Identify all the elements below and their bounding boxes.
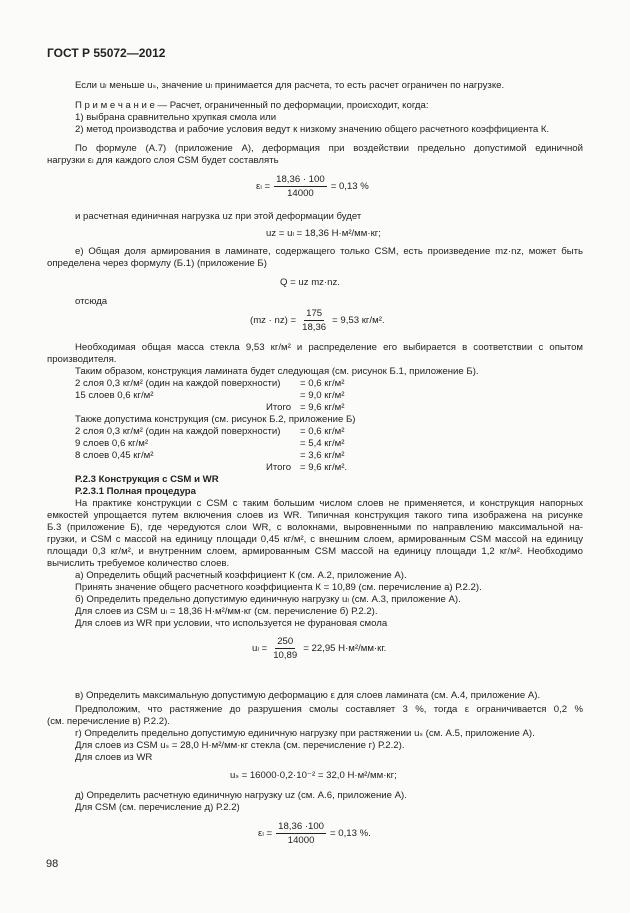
construction2-row: 9 слоев 0,6 кг/м² (75, 438, 149, 449)
text-line: Если uₗ меньше uₛ, значение uₗ принимается для расчета, то есть расчет ограничен по нагрузке. (75, 80, 505, 91)
text-line: б) Определить предельно допустимую единичную нагрузку uₗ (см. А.3, приложение А). (75, 594, 461, 605)
construction1-row: 15 слоев 0,6 кг/м² (75, 390, 154, 401)
eq4-numerator: 175 (306, 308, 323, 319)
note-item: 1) выбрана сравнительно хрупкая смола или (75, 112, 277, 123)
equation-3: Q = uᴢ mᴢ·nᴢ. (280, 277, 340, 288)
paragraph-line: Б.3 (приложение Б), где чередуются слои WR, с волокнами, выровненными по направлению максимальной на- (47, 522, 583, 533)
eq5-rhs: = 22,95 Н·м²/мм·кг. (303, 642, 387, 654)
text-line: нагрузки εₗ для каждого слоя CSM будет составлять (47, 155, 279, 166)
note-line: П р и м е ч а н и е — Расчет, ограниченный по деформации, происходит, когда: (75, 100, 429, 111)
paragraph-line: грузки, и CSM с массой на единицу площади 0,45 кг/м², с внешним слоем, армированным CSM массой на единицу (47, 534, 583, 545)
text-line: д) Определить расчетную единичную нагрузку uᴢ (см. А.6, приложение А). (75, 790, 407, 801)
text-line: Принять значение общего расчетного коэффициента К = 10,89 (см. перечисление а) Р.2.2). (75, 582, 482, 593)
eq4-fraction (300, 308, 328, 333)
equation-5 (252, 636, 386, 661)
eq7-rhs: = 0,13 %. (330, 827, 371, 839)
text-line: Также допустима конструкция (см. рисунок Б.2, приложение Б) (75, 414, 356, 425)
construction1-row: 2 слоя 0,3 кг/м² (один на каждой поверхности) (75, 378, 281, 389)
construction1-value: = 0,6 кг/м² (300, 378, 345, 389)
construction2-row: 2 слоя 0,3 кг/м² (один на каждой поверхности) (75, 426, 281, 437)
eq1-lhs: εₗ = (256, 180, 271, 192)
construction1-total-value: = 9,6 кг/м² (300, 402, 345, 413)
construction2-value: = 0,6 кг/м² (300, 426, 345, 437)
text-line: е) Общая доля армирования в ламинате, содержащего только CSM, есть произведение mᴢ·nᴢ, может быть (75, 246, 583, 257)
construction2-total-value: = 9,6 кг/м². (300, 462, 348, 473)
text-line: а) Определить общий расчетный коэффициент К (см. А.2, приложение А). (75, 570, 407, 581)
eq7-fraction (276, 821, 326, 846)
paragraph-line: вычислить требуемое количество слоев. (47, 558, 230, 569)
text-line: Для слоев из CSM uₗ = 18,36 Н·м²/мм·кг (см. перечисление б) Р.2.2). (75, 606, 378, 617)
equation-6: uₛ = 16000·0,2·10⁻² = 32,0 Н·м²/мм·кг; (230, 770, 397, 781)
text-line: в) Определить максимальную допустимую деформацию ε для слоев ламината (см. А.4, приложение А). (75, 690, 541, 701)
text-line: Для слоев из WR при условии, что используется не фурановая смола (75, 618, 388, 629)
eq5-denominator: 10,89 (273, 650, 298, 661)
construction2-value: = 5,4 кг/м² (300, 438, 345, 449)
eq4-lhs: (mᴢ · nᴢ) = (250, 314, 297, 326)
text-line: Для CSM (см. перечисление д) Р.2.2) (75, 802, 240, 813)
equation-4 (250, 308, 385, 333)
text-line: производителя. (47, 354, 117, 365)
equation-7 (258, 821, 371, 846)
eq1-denominator: 14000 (287, 188, 314, 199)
text-line: (см. перечисление в) Р.2.2). (47, 716, 170, 727)
text-line: Предположим, что растяжение до разрушения смолы составляет 3 %, тогда ε ограничивается 0,2 % (75, 704, 583, 715)
paragraph-line: На практике конструкции с CSM с таким большим числом слоев не применяется, и конструкция напорных (75, 498, 583, 509)
equation-2: uᴢ = uₗ = 18,36 Н·м²/мм·кг; (266, 228, 381, 239)
eq1-fraction (274, 174, 327, 199)
eq7-numerator: 18,36 ·100 (278, 821, 325, 832)
note-item: 2) метод производства и рабочие условия ведут к низкому значению общего расчетного коэффициента К. (75, 124, 550, 135)
text-line: Необходимая общая масса стекла 9,53 кг/м² и распределение его выбирается в соответствии с опытом (75, 342, 583, 353)
eq5-lhs: uₗ = (252, 642, 268, 654)
construction2-total-label: Итого (266, 462, 292, 473)
text-line: отсюда (75, 296, 108, 307)
construction2-row: 8 слоев 0,45 кг/м² (75, 450, 154, 461)
eq5-fraction (271, 636, 299, 661)
eq7-denominator: 14000 (287, 835, 315, 846)
equation-1 (256, 174, 369, 199)
document-header: ГОСТ Р 55072—2012 (47, 46, 166, 60)
eq4-rhs: = 9,53 кг/м². (332, 314, 385, 326)
eq1-numerator: 18,36 · 100 (276, 174, 325, 185)
text-line: Для слоев из CSM uₛ = 28,0 Н·м²/мм·кг стекла (см. перечисление г) Р.2.2). (75, 740, 405, 751)
text-line: Для слоев из WR (75, 752, 153, 763)
text-line: По формуле (А.7) (приложение А), деформация при воздействии предельно допустимой единичной (75, 143, 583, 154)
eq7-lhs: εₗ = (258, 827, 273, 839)
text-line: Таким образом, конструкция ламината будет следующая (см. рисунок Б.1, приложение Б). (75, 366, 479, 377)
text-line: г) Определить предельно допустимую единичную нагрузку при растяжении uₛ (см. А.5, приложение А). (75, 728, 535, 739)
text-line: и расчетная единичная нагрузка uᴢ при этой деформации будет (75, 211, 362, 222)
page-number: 98 (46, 858, 59, 870)
construction1-value: = 9,0 кг/м² (300, 390, 345, 401)
paragraph-line: площади 0,3 кг/м², и внутренним слоем, армированным CSM массой на единицу площади 1,2 кг/м². Необходимо (47, 546, 583, 557)
eq5-numerator: 250 (277, 636, 294, 647)
section-heading: Р.2.3 Конструкция с CSM и WR (75, 474, 219, 485)
construction1-total-label: Итого (266, 402, 292, 413)
eq4-denominator: 18,36 (302, 322, 327, 333)
eq1-rhs: = 0,13 % (330, 180, 369, 192)
text-line: определена через формулу (Б.1) (приложение Б) (47, 258, 267, 269)
construction2-value: = 3,6 кг/м² (300, 450, 345, 461)
subsection-heading: Р.2.3.1 Полная процедура (75, 486, 196, 497)
paragraph-line: емкостей упрощается путем включения слоев из WR. Типичная конструкция такого типа изображена на рисунке (47, 510, 583, 521)
